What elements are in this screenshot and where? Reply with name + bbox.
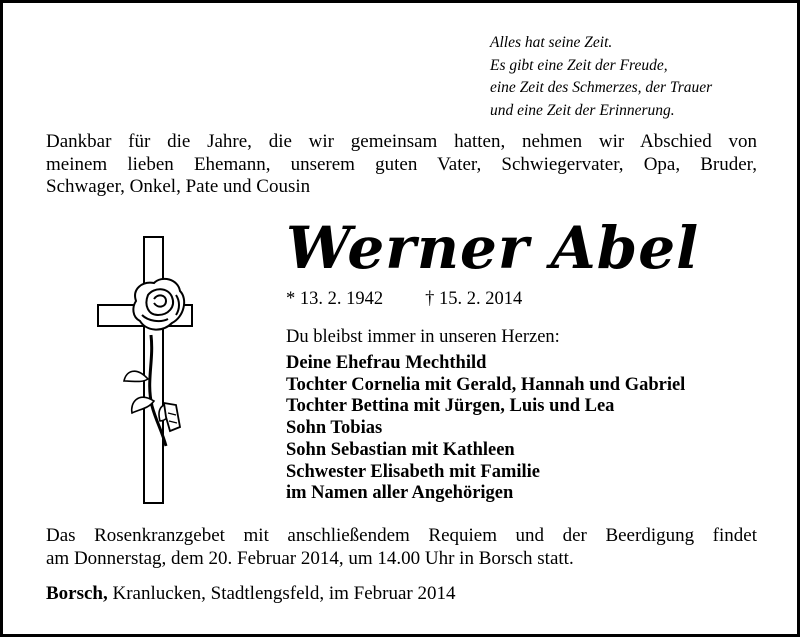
service-line: am Donnerstag, dem 20. Februar 2014, um 14.00 Uhr in Borsch statt.	[46, 547, 574, 569]
family-list	[286, 353, 685, 505]
family-member: Deine Ehefrau Mechthild	[286, 353, 487, 373]
place-and-date	[46, 583, 455, 606]
poem	[490, 32, 712, 122]
cross-with-rose-drawing	[96, 231, 196, 506]
intro-text	[46, 131, 757, 199]
deceased-name: Werner Abel	[286, 214, 700, 282]
family-member: Tochter Cornelia mit Gerald, Hannah und Gabriel	[286, 374, 686, 395]
service-line: Das Rosenkranzgebet mit anschließendem Requiem und der Beerdigung findet	[46, 525, 757, 546]
cross-with-rose-icon	[96, 231, 196, 511]
family-member: Sohn Sebastian mit Kathleen	[286, 439, 515, 460]
poem-line: eine Zeit des Schmerzes, der Trauer	[490, 79, 713, 96]
intro-line: meinem lieben Ehemann, unserem guten Vater, Schwiegervater, Opa, Bruder,	[46, 153, 757, 175]
poem-line: Es gibt eine Zeit der Freude,	[490, 56, 668, 74]
place-town: Borsch,	[46, 583, 108, 604]
intro-line: Schwager, Onkel, Pate und Cousin	[46, 176, 311, 197]
intro-line: Dankbar für die Jahre, die wir gemeinsam hatten, nehmen wir Abschied von	[46, 131, 757, 152]
death-date: † 15. 2. 2014	[425, 289, 523, 309]
birth-date: * 13. 2. 1942	[286, 289, 384, 309]
family-member: Schwester Elisabeth mit Familie	[286, 461, 541, 482]
family-member: Tochter Bettina mit Jürgen, Luis und Lea	[286, 396, 615, 417]
remembrance-line: Du bleibst immer in unseren Herzen:	[286, 327, 560, 347]
family-member: Sohn Tobias	[286, 418, 383, 439]
family-member: im Namen aller Angehörigen	[286, 483, 514, 504]
poem-line: Alles hat seine Zeit.	[490, 34, 613, 51]
service-info	[46, 525, 757, 570]
poem-line: und eine Zeit der Erinnerung.	[490, 101, 675, 119]
life-dates	[286, 288, 522, 310]
place-rest: Kranlucken, Stadtlengsfeld, im Februar 2014	[107, 583, 456, 604]
